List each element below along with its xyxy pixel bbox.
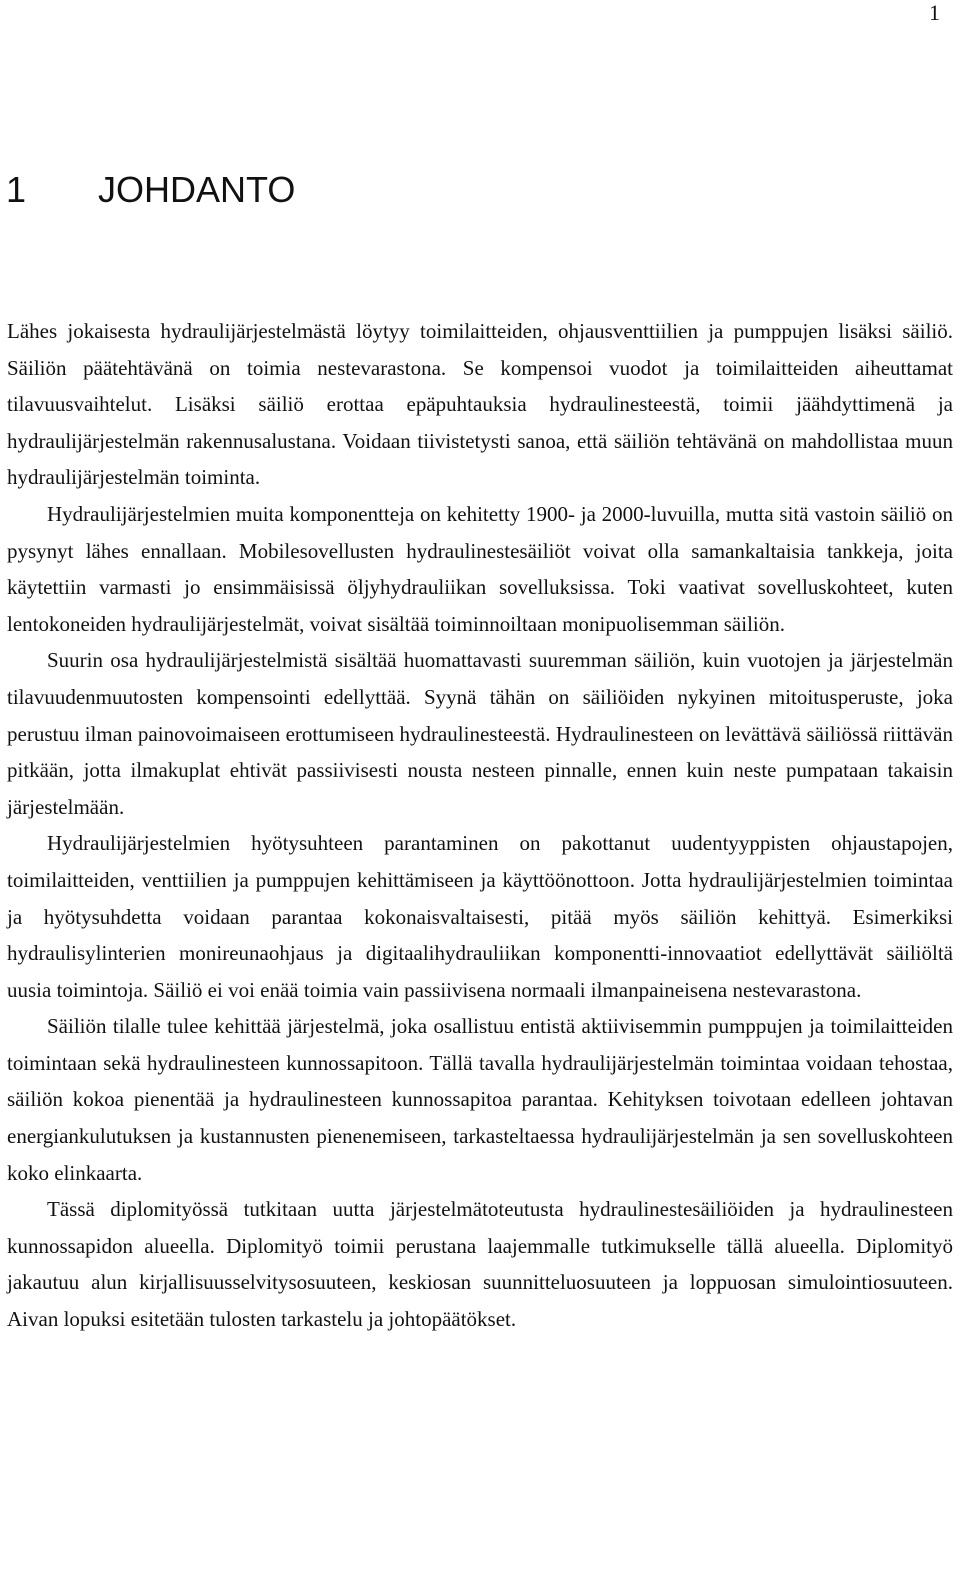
paragraph-efficiency: Hydraulijärjestelmien hyötysuhteen parantaminen on pakottanut uudentyyppisten ohjaustapojen, toimilaitteiden, venttiilien ja pumppujen kehittämiseen ja käyttöönottoon. Jotta hydraulijärjestelmien toimintaa ja hyötysuhdetta voidaan parantaa kokonaisvaltaisesti, pitää myös säiliön kehittyä. Esimerkiksi hydraulisylinterien monireunaohjaus ja digitaalihydrauliikan komponentti-innovaatiot edellyttävät säiliöltä uusia toimintoja. Säiliö ei voi enää toimia vain passiivisena normaali ilmanpaineisena nestevarastona. (7, 831, 953, 1002)
paragraph-components-history: Hydraulijärjestelmien muita komponentteja on kehitetty 1900- ja 2000-luvuilla, mutta sitä vastoin säiliö on pysynyt lähes ennallaan. Mobilesovellusten hydraulinestesäiliöt voivat olla samankaltaisia tankkeja, joita käytettiin varmasti jo ensimmäisissä öljyhydrauliikan sovelluksissa. Toki vaativat sovelluskohteet, kuten lentokoneiden hydraulijärjestelmät, voivat sisältää toiminnoiltaan monipuolisemman säiliön. (7, 501, 953, 636)
chapter-heading (6, 168, 295, 212)
paragraph-new-system: Säiliön tilalle tulee kehittää järjestelmä, joka osallistuu entistä aktiivisemmin pumppujen ja toimilaitteiden toimintaan sekä hydraulinesteen kunnossapitoon. Tällä tavalla hydraulijärjestelmän toimintaa voidaan tehostaa, säiliön kokoa pienentää ja hydraulinesteen kunnossapitoa parantaa. Kehityksen toivotaan edelleen johtavan energiankulutuksen ja kustannusten pienenemiseen, tarkasteltaessa hydraulijärjestelmän ja sen sovelluskohteen koko elinkaarta. (7, 1014, 953, 1185)
paragraph-intro: Lähes jokaisesta hydraulijärjestelmästä löytyy toimilaitteiden, ohjausventtiilien ja pumppujen lisäksi säiliö. Säiliön päätehtävänä on toimia nestevarastona. Se kompensoi vuodot ja toimilaitteiden aiheuttamat tilavuusvaihtelut. Lisäksi säiliö erottaa epäpuhtauksia hydraulinesteestä, toimii jäähdyttimenä ja hydraulijärjestelmän rakennusalustana. Voidaan tiivistetysti sanoa, että säiliön tehtävänä on mahdollistaa muun hydraulijärjestelmän toiminta. (7, 319, 953, 490)
chapter-title: JOHDANTO (98, 169, 296, 210)
chapter-number: 1 (6, 169, 27, 210)
body-text (7, 313, 953, 1338)
page-number: 1 (929, 0, 940, 25)
paragraph-reservoir-sizing: Suurin osa hydraulijärjestelmistä sisältää huomattavasti suuremman säiliön, kuin vuotojen ja järjestelmän tilavuudenmuutosten kompensointi edellyttää. Syynä tähän on säiliöiden nykyinen mitoitusperuste, joka perustuu ilman painovoimaiseen erottumiseen hydraulinesteestä. Hydraulinesteen on levättävä säiliössä riittävän pitkään, jotta ilmakuplat ehtivät passiivisesti nousta nesteen pinnalle, ennen kuin neste pumpataan takaisin järjestelmään. (7, 648, 953, 819)
paragraph-thesis-outline: Tässä diplomityössä tutkitaan uutta järjestelmätoteutusta hydraulinestesäiliöiden ja hydraulinesteen kunnossapidon alueella. Diplomityö toimii perustana laajemmalle tutkimukselle tällä alueella. Diplomityö jakautuu alun kirjallisuusselvitysosuuteen, keskiosan suunnitteluosuuteen ja loppuosan simulointiosuuteen. Aivan lopuksi esitetään tulosten tarkastelu ja johtopäätökset. (7, 1197, 953, 1332)
